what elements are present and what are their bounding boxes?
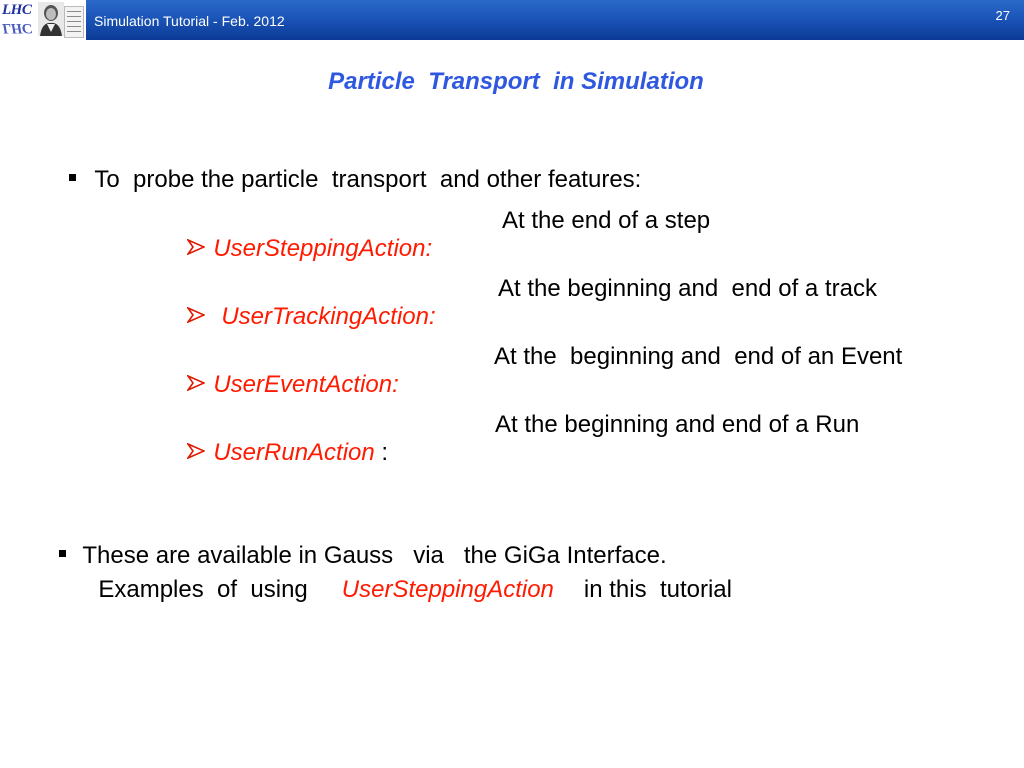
bullet-examples-line [85, 548, 732, 604]
bullet-intro-text: To probe the particle transport and other features: [94, 166, 642, 193]
square-bullet-icon [69, 174, 76, 181]
action-name: UserRunAction [213, 439, 375, 466]
action-item [174, 207, 432, 263]
action-description: At the beginning and end of a Run [495, 411, 860, 438]
action-item: UserRunAction : [174, 411, 388, 467]
examples-suffix: in this tutorial [583, 576, 732, 603]
action-item [174, 275, 436, 331]
arrow-bullet-icon [187, 375, 205, 391]
arrow-bullet-icon [187, 239, 205, 255]
action-item [174, 343, 399, 399]
arrow-bullet-icon [187, 307, 205, 323]
presentation-title: Simulation Tutorial - Feb. 2012 [94, 13, 285, 29]
action-description: At the end of a step [502, 207, 711, 234]
header-bar [0, 0, 1024, 40]
action-name: UserSteppingAction: [213, 235, 433, 262]
action-name: UserEventAction: [213, 371, 399, 398]
document-icon [64, 6, 84, 38]
action-name: UserTrackingAction: [221, 303, 436, 330]
logo-lettering: LHC LHC [2, 2, 32, 36]
examples-prefix: Examples of using [98, 576, 308, 603]
page-number: 27 [995, 8, 1010, 23]
portrait-icon [38, 2, 64, 36]
bullet-intro [56, 138, 641, 194]
examples-highlight: UserSteppingAction [341, 576, 554, 603]
lhcb-logo [0, 0, 86, 40]
slide-title: Particle Transport in Simulation [328, 68, 704, 95]
arrow-bullet-icon [187, 443, 205, 459]
square-bullet-icon [59, 550, 66, 557]
bullet-availability-text: These are available in Gauss via the GiGa Interface. [82, 542, 667, 569]
action-description: At the beginning and end of a track [498, 275, 877, 302]
action-description: At the beginning and end of an Event [494, 343, 903, 370]
